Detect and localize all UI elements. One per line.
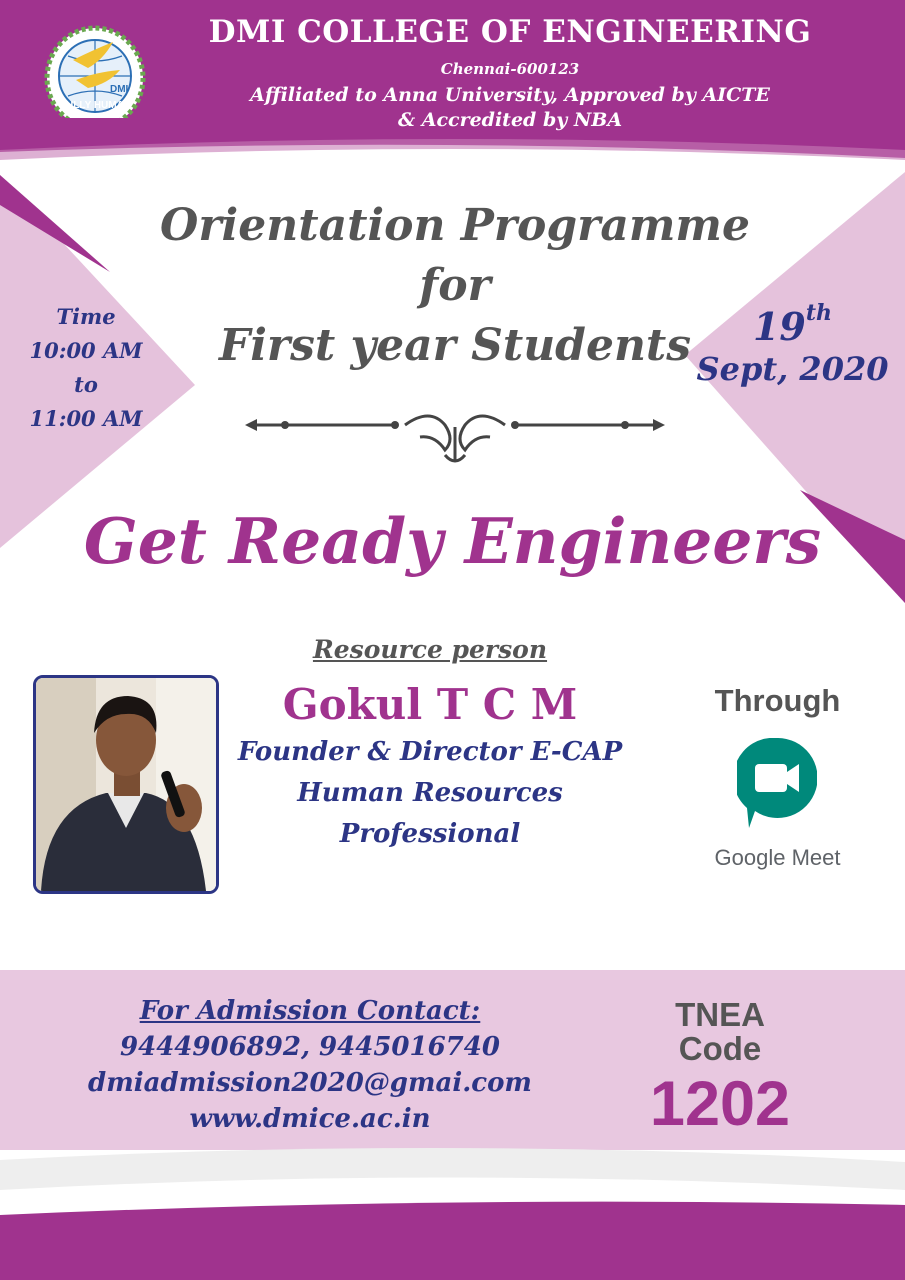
contact-email: dmiadmission2020@gmai.com (88, 1068, 532, 1098)
affiliation-line-1: Affiliated to Anna University, Approved by AICTE (250, 84, 770, 106)
google-meet-icon (737, 738, 817, 830)
resource-person-label: Resource person (312, 635, 548, 664)
date-day-suffix: th (805, 300, 833, 326)
contact-phones: 9444906892, 9445016740 (120, 1032, 500, 1062)
event-date-day (690, 300, 895, 349)
google-meet-label: Google Meet (714, 845, 841, 870)
role-line-1: Founder & Director E-CAP (237, 737, 623, 767)
tnea-label (610, 998, 830, 1066)
event-time (0, 300, 172, 436)
college-city: Chennai-600123 (440, 60, 580, 78)
tagline: Get Ready Engineers (83, 504, 822, 578)
logo-initials: DMI (110, 84, 129, 95)
flourish-divider-icon (245, 405, 665, 470)
through-label: Through (714, 683, 841, 718)
college-emblem-icon (38, 20, 153, 142)
college-affiliation (170, 83, 850, 133)
affiliation-line-2: & Accredited by NBA (397, 109, 623, 131)
title-line-2: for (419, 260, 491, 311)
time-start: 10:00 AM (29, 338, 143, 363)
speaker-photo (33, 675, 219, 894)
role-line-2: Human Resources (297, 778, 563, 808)
role-line-3: Professional (339, 819, 521, 849)
date-day-number: 19 (752, 304, 806, 349)
speaker-portrait (36, 678, 216, 891)
logo-motto: FULLY HUMAN (59, 100, 132, 111)
contact-title: For Admission Contact: (139, 996, 481, 1026)
tnea-label-line-2: Code (678, 1030, 762, 1067)
speaker-name: Gokul T C M (282, 680, 578, 729)
event-title (150, 196, 760, 376)
time-label: Time (56, 304, 116, 329)
contact-website: www.dmice.ac.in (189, 1104, 431, 1134)
time-end: 11:00 AM (29, 406, 143, 431)
tnea-label-line-1: TNEA (675, 996, 765, 1033)
title-line-1: Orientation Programme (160, 200, 750, 251)
time-to: to (74, 372, 98, 397)
event-date-month-year: Sept, 2020 (696, 350, 889, 388)
tnea-code: 1202 (649, 1069, 791, 1139)
college-name: DMI COLLEGE OF ENGINEERING (208, 14, 812, 50)
title-line-3: First year Students (218, 320, 692, 371)
speaker-role (220, 732, 640, 855)
